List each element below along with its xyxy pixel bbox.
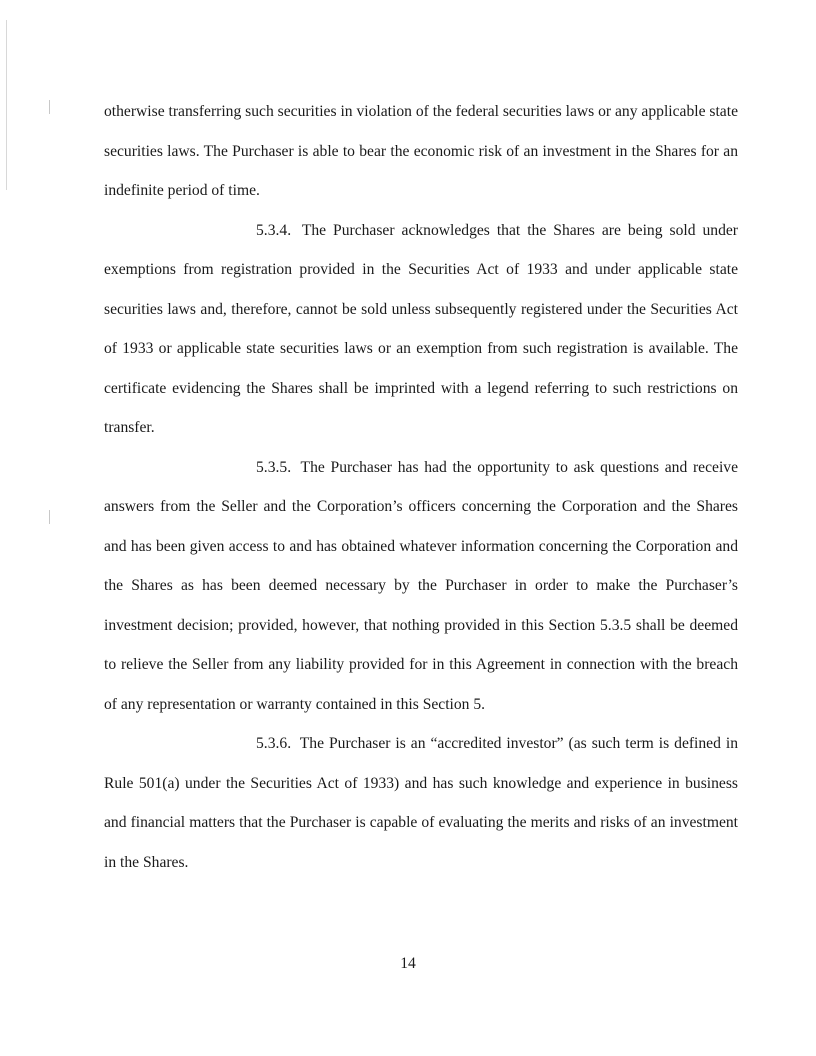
section-number: 5.3.6. [256, 735, 292, 752]
scan-edge-mark [6, 20, 7, 190]
paragraph-text: The Purchaser has had the opportunity to ask questions and receive answers from the Seller and the Corporation’s officers concerning the Corporation and the Shares and has been given access to and has obtained whatever information concerning the Corporation and the Shares as has been deemed necessary by the Purchaser in order to make the Purchaser’s investment decision; provided, however, that nothing provided in this Section 5.3.5 shall be deemed to relieve the Seller from any liability provided for in this Agreement in connection with the breach of any representation or warranty contained in this Section 5. [104, 458, 738, 713]
paragraph-5-3-6 [104, 724, 738, 882]
page-number: 14 [400, 955, 416, 972]
paragraph-5-3-5 [104, 448, 738, 725]
paragraph-text: The Purchaser acknowledges that the Shares are being sold under exemptions from registration provided in the Securities Act of 1933 and under applicable state securities laws and, therefore, cannot be sold unless subsequently registered under the Securities Act of 1933 or applicable state securities laws or an exemption from such registration is available. The certificate evidencing the Shares shall be imprinted with a legend referring to such restrictions on transfer. [104, 221, 738, 436]
section-number: 5.3.4. [256, 221, 292, 239]
paragraph-5-3-4 [104, 211, 738, 448]
scan-artifact [49, 100, 50, 114]
scan-artifact [49, 510, 50, 524]
paragraph-text: The Purchaser is an “accredited investor” (as such term is defined in Rule 501(a) under the Securities Act of 1933) and has such knowledge and experience in business and financial matters that the Purchaser is capable of evaluating the merits and risks of an investment in the Shares. [104, 735, 738, 871]
document-body [104, 92, 738, 882]
paragraph-continuation [104, 92, 738, 211]
paragraph-text: otherwise transferring such securities in violation of the federal securities laws or any applicable state securities laws. The Purchaser is able to bear the economic risk of an investment in the Shares for an indefinite period of time. [104, 103, 738, 199]
section-number: 5.3.5. [256, 458, 292, 476]
